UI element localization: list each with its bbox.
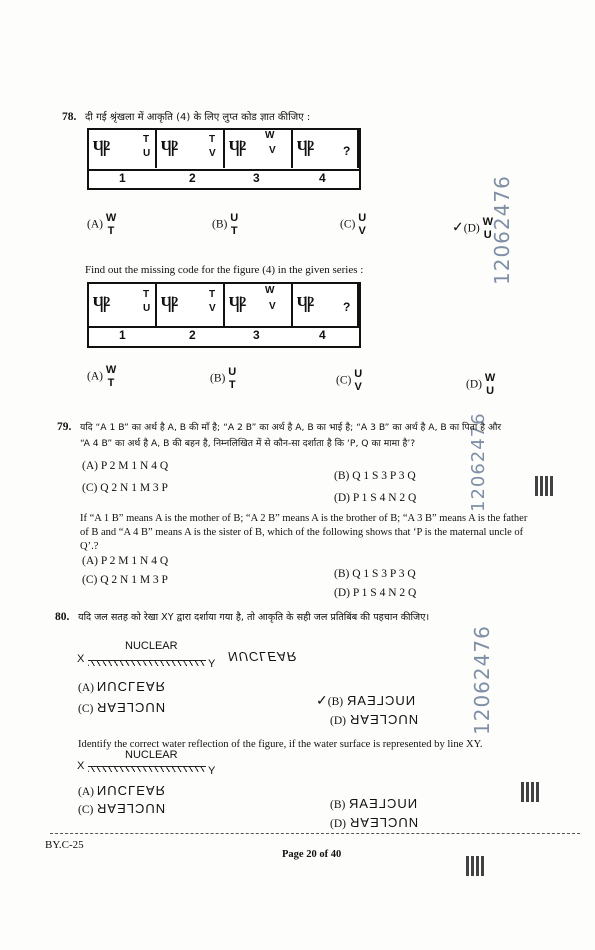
- question-text-hindi: यदि जल सतह को रेखा XY द्वारा दर्शाया गया है, तो आकृति के सही जल प्रतिबिंब की पहचान कीजिए।: [78, 612, 430, 623]
- figure-number: 1: [119, 328, 126, 342]
- option-label: (A): [87, 218, 103, 231]
- figure-cell: [225, 130, 293, 168]
- question-text-english: of B and “A 4 B” means A is the sister of B, which of the following shows that ‘P is the maternal uncle of: [80, 527, 524, 538]
- figure-series: [87, 282, 361, 348]
- y-label: Y: [208, 658, 216, 670]
- option-code: U V: [358, 212, 367, 237]
- serial-watermark: 12062476: [470, 625, 494, 735]
- figure-cell: [225, 284, 293, 326]
- figure-series: [87, 128, 361, 190]
- question-text-hindi: यदि “A 1 B” का अर्थ है A, B की माँ है; “A 2 B” का अर्थ है A, B का भाई है; “A 3 B” का अर्थ है A, B का पिता है और: [80, 422, 502, 433]
- figure-bottom-letter: U: [143, 148, 151, 159]
- figure-number: 1: [119, 171, 126, 185]
- figure-bottom-letter: V: [269, 301, 276, 312]
- option-code: W T: [105, 364, 117, 389]
- figure-glyph: ᵁǁ²: [93, 292, 108, 317]
- figure-number: 3: [253, 328, 260, 342]
- option-b[interactable]: ✓(B) NUCLEAR: [316, 693, 416, 709]
- question-text-english: If “A 1 B” means A is the mother of B; “A 2 B” means A is the brother of B; “A 3 B” means A is the father: [80, 513, 528, 524]
- option-a[interactable]: (A) P 2 M 1 N 4 Q: [82, 555, 169, 567]
- question-number: 79.: [57, 421, 72, 433]
- option-code: W U: [482, 216, 493, 241]
- figure-top-letter: T: [209, 289, 216, 300]
- option-c[interactable]: [340, 212, 366, 238]
- option-code: U T: [230, 212, 239, 237]
- option-label: (C): [336, 374, 352, 387]
- x-label: X: [77, 760, 85, 772]
- option-code: W U: [484, 372, 496, 397]
- water-line: [88, 766, 206, 772]
- figure-glyph: ᵁǁ²: [93, 136, 108, 161]
- question-number: 78.: [62, 111, 77, 123]
- water-line: [88, 660, 206, 666]
- figure-glyph: ᵁǁ²: [229, 292, 244, 317]
- figure-number-row: [89, 169, 359, 187]
- option-b[interactable]: [210, 366, 236, 392]
- option-code: U T: [228, 366, 237, 391]
- figure-glyph: ᵁǁ²: [297, 136, 312, 161]
- option-label: (C): [340, 218, 356, 231]
- figure-bottom-letter: V: [209, 303, 216, 314]
- figure-cell: [157, 130, 225, 168]
- figure-word: NUCLEAR: [125, 749, 178, 761]
- qr-code-icon: [521, 782, 541, 802]
- option-c[interactable]: (C) NUCLEAR: [78, 700, 166, 715]
- option-label: (A): [87, 370, 103, 383]
- figure-word: NUCLEAR: [125, 640, 178, 652]
- figure-cell: [293, 284, 359, 326]
- figure-cell: [293, 130, 359, 168]
- question-text-hindi: “A 4 B” का अर्थ है A, B की बहन है, निम्नलिखित में से कौन-सा दर्शाता है कि ‘P, Q का मामा है’?: [80, 438, 416, 449]
- option-c[interactable]: [336, 368, 362, 394]
- option-d[interactable]: (D) NUCLEAR: [330, 712, 418, 727]
- option-b[interactable]: [212, 212, 238, 238]
- option-a[interactable]: [87, 212, 116, 238]
- footer-divider: [50, 833, 580, 834]
- serial-watermark: 12062476: [468, 412, 489, 512]
- option-label: (B): [210, 372, 226, 385]
- serial-watermark: 12062476: [490, 175, 514, 285]
- question-text-english: Q’.?: [80, 541, 99, 552]
- figure-top-letter: T: [143, 134, 150, 145]
- figure-top-letter: T: [143, 289, 150, 300]
- option-code: U V: [354, 368, 363, 393]
- option-b[interactable]: (B) Q 1 S 3 P 3 Q: [334, 568, 416, 580]
- missing-marker: ?: [343, 300, 351, 314]
- option-a[interactable]: (A) NUCLEAR: [78, 783, 166, 798]
- figure-glyph: ᵁǁ²: [161, 136, 176, 161]
- handwritten-note: NUCLEAR: [228, 649, 298, 664]
- question-text-english: Find out the missing code for the figure (4) in the given series :: [85, 264, 364, 276]
- figure-top-letter: T: [209, 134, 216, 145]
- figure-bottom-letter: V: [209, 148, 216, 159]
- option-d[interactable]: [452, 216, 493, 242]
- option-a[interactable]: (A) NUCLEAR: [78, 679, 166, 694]
- question-text-hindi: दी गई श्रृंखला में आकृति (4) के लिए लुप्त कोड ज्ञात कीजिए :: [85, 112, 311, 123]
- footer-code: BY.C-25: [45, 839, 84, 851]
- figure-number-row: [89, 326, 359, 346]
- figure-number: 2: [189, 171, 196, 185]
- figure-number: 4: [319, 171, 326, 185]
- option-c[interactable]: (C) NUCLEAR: [78, 801, 166, 816]
- x-label: X: [77, 653, 85, 665]
- option-d[interactable]: (D) P 1 S 4 N 2 Q: [334, 587, 417, 599]
- option-b[interactable]: (B) Q 1 S 3 P 3 Q: [334, 470, 416, 482]
- missing-marker: ?: [343, 144, 351, 158]
- option-d[interactable]: [466, 372, 495, 398]
- figure-glyph: ᵁǁ²: [161, 292, 176, 317]
- option-label: (D): [466, 378, 482, 391]
- figure-bottom-letter: V: [269, 145, 276, 156]
- option-c[interactable]: (C) Q 2 N 1 M 3 P: [82, 574, 168, 586]
- figure-number: 3: [253, 171, 260, 185]
- qr-code-icon: [466, 856, 486, 876]
- option-code: W T: [105, 212, 117, 237]
- option-c[interactable]: (C) Q 2 N 1 M 3 P: [82, 482, 168, 494]
- option-label: (D): [463, 222, 480, 235]
- option-d[interactable]: (D) P 1 S 4 N 2 Q: [334, 492, 417, 504]
- option-label: (B): [212, 218, 228, 231]
- figure-top-letter: W: [265, 285, 275, 296]
- page-number: Page 20 of 40: [282, 849, 342, 860]
- figure-top-letter: W: [265, 130, 275, 141]
- figure-cell: [157, 284, 225, 326]
- figure-glyph: ᵁǁ²: [229, 136, 244, 161]
- option-d[interactable]: (D) NUCLEAR: [330, 815, 418, 830]
- figure-glyph: ᵁǁ²: [297, 292, 312, 317]
- y-label: Y: [208, 765, 216, 777]
- figure-number: 2: [189, 328, 196, 342]
- tick-mark: ✓: [452, 220, 464, 236]
- figure-cell: [89, 130, 157, 168]
- qr-code-icon: [535, 476, 555, 496]
- question-number: 80.: [55, 611, 70, 623]
- question-text-english: Identify the correct water reflection of the figure, if the water surface is represented by line XY.: [78, 739, 483, 750]
- figure-cell: [89, 284, 157, 326]
- option-a[interactable]: [87, 364, 116, 390]
- option-a[interactable]: (A) P 2 M 1 N 4 Q: [82, 460, 169, 472]
- figure-number: 4: [319, 328, 326, 342]
- option-b[interactable]: (B) NUCLEAR: [330, 796, 418, 811]
- figure-bottom-letter: U: [143, 303, 151, 314]
